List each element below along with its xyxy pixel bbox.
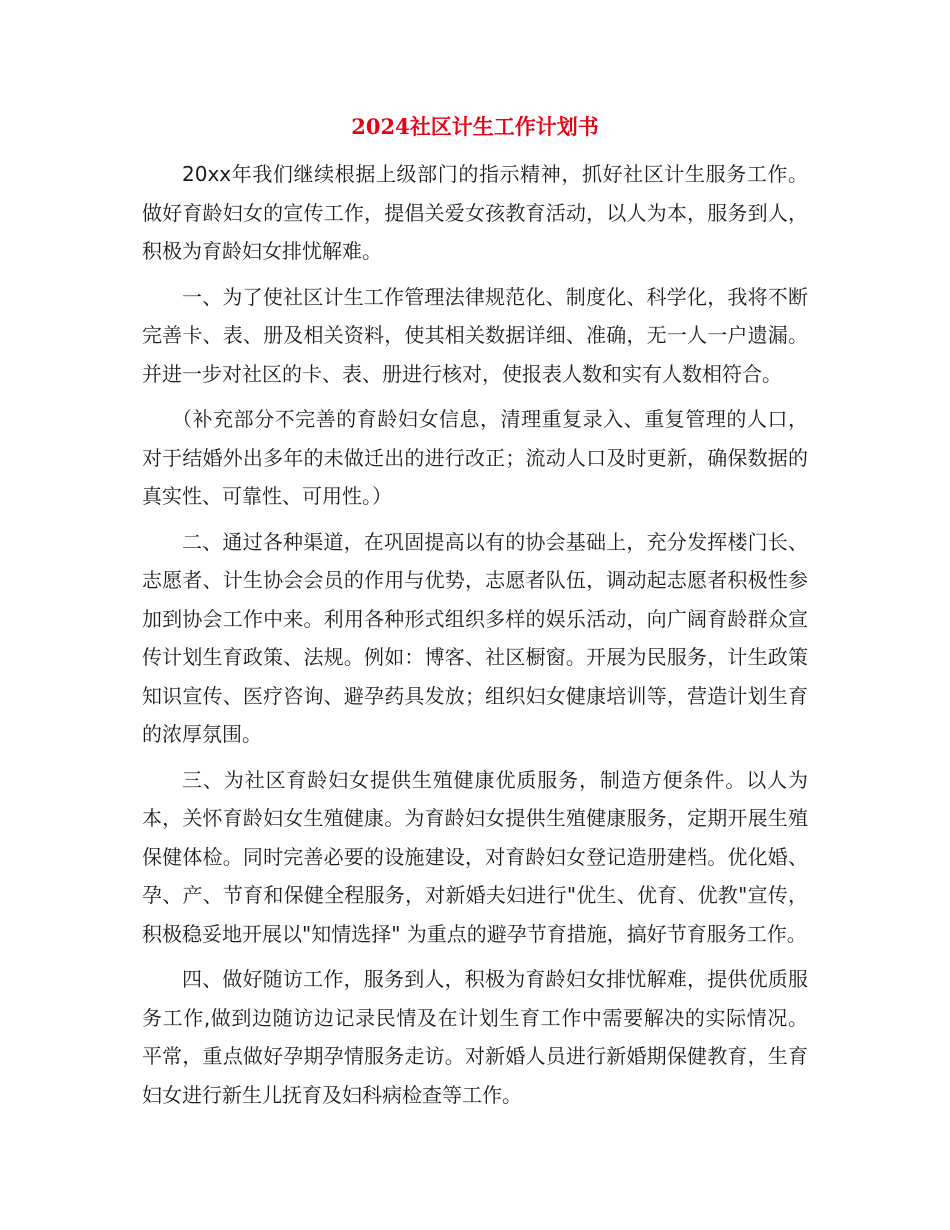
paragraph-supplement-note: （补充部分不完善的育龄妇女信息，清理重复录入、重复管理的人口，对于结婚外出多年的未做迁出的进行改正；流动人口及时更新，确保数据的真实性、可靠性、可用性。）: [142, 407, 808, 508]
paragraph-section-2: 二、通过各种渠道，在巩固提高以有的协会基础上，充分发挥楼门长、志愿者、计生协会会员的作用与优势，志愿者队伍，调动起志愿者积极性参加到协会工作中来。利用各种形式组织多样的娱乐活动，向广阔育龄群众宣传计划生育政策、法规。例如：博客、社区橱窗。开展为民服务，计生政策知识宣传、医疗咨询、避孕药具发放；组织妇女健康培训等，营造计划生育的浓厚氛围。: [142, 529, 808, 746]
paragraph-section-4: 四、做好随访工作，服务到人，积极为育龄妇女排忧解难，提供优质服务工作,做到边随访边记录民情及在计划生育工作中需要解决的实际情况。平常，重点做好孕期孕情服务走访。对新婚人员进行新婚期保健教育，生育妇女进行新生儿抚育及妇科病检查等工作。: [142, 967, 808, 1107]
paragraph-intro: 20xx年我们继续根据上级部门的指示精神，抓好社区计生服务工作。做好育龄妇女的宣传工作，提倡关爱女孩教育活动，以人为本，服务到人，积极为育龄妇女排忧解难。: [142, 162, 808, 263]
document-body: [142, 155, 808, 1121]
document-title: 2024社区计生工作计划书: [351, 114, 599, 139]
paragraph-section-1: 一、为了使社区计生工作管理法律规范化、制度化、科学化，我将不断完善卡、表、册及相关资料，使其相关数据详细、准确，无一人一户遗漏。并进一步对社区的卡、表、册进行核对，使报表人数和实有人数相符合。: [142, 284, 808, 386]
paragraph-section-3: 三、为社区育龄妇女提供生殖健康优质服务，制造方便条件。以人为本，关怀育龄妇女生殖健康。为育龄妇女提供生殖健康服务，定期开展生殖保健体检。同时完善必要的设施建设，对育龄妇女登记造册建档。优化婚、孕、产、节育和保健全程服务，对新婚夫妇进行"优生、优育、优教"宣传，积极稳妥地开展以"知情选择" 为重点的避孕节育措施，搞好节育服务工作。: [142, 767, 808, 946]
